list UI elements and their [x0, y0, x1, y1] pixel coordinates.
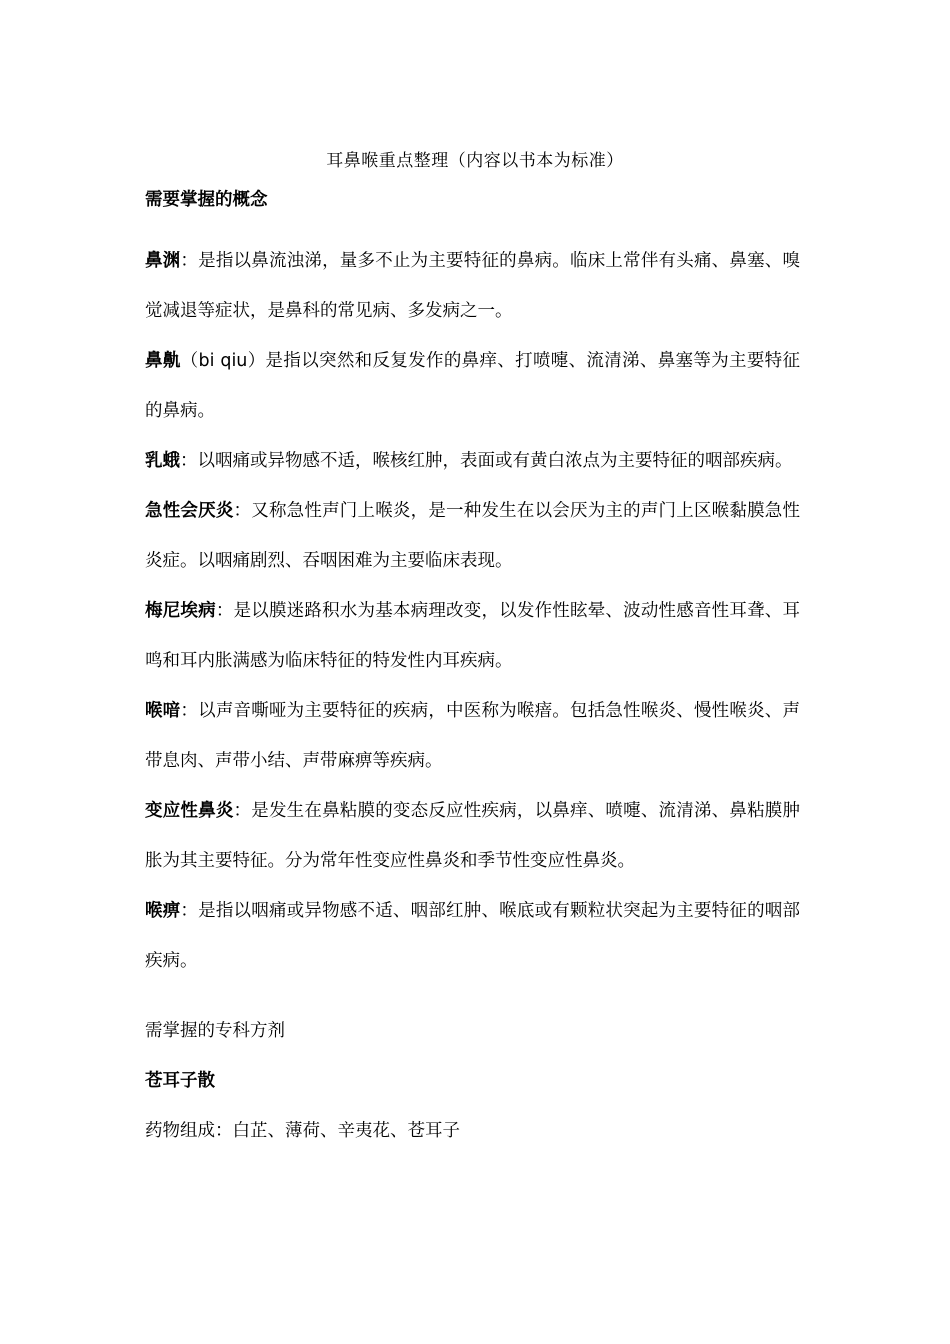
concept-separator: ：	[180, 701, 199, 721]
concept-separator: ：	[215, 601, 234, 621]
concept-item	[145, 886, 800, 986]
concept-separator: ：	[233, 501, 252, 521]
concept-term: 鼻鼽	[145, 351, 181, 371]
composition-label: 药物组成：	[145, 1121, 233, 1141]
document-content	[145, 186, 800, 1145]
concept-definition: 是指以咽痛或异物感不适、咽部红肿、喉底或有颗粒状突起为主要特征的咽部疾病。	[145, 901, 801, 971]
concept-term: 喉痹	[145, 901, 181, 921]
concept-separator: ：	[180, 451, 198, 471]
concept-definition: 又称急性声门上喉炎，是一种发生在以会厌为主的声门上区喉黏膜急性炎症。以咽痛剧烈、吞咽困难为主要临床表现。	[145, 501, 801, 571]
concept-term: 变应性鼻炎	[145, 801, 234, 821]
document-title: 耳鼻喉重点整理（内容以书本为标准）	[326, 151, 624, 171]
formulas-section	[145, 1017, 800, 1145]
concept-term: 急性会厌炎	[145, 501, 234, 521]
concept-definition: 是发生在鼻粘膜的变态反应性疾病，以鼻痒、喷嚏、流清涕、鼻粘膜肿胀为其主要特征。分为常年性变应性鼻炎和季节性变应性鼻炎。	[145, 801, 801, 871]
concept-item	[145, 236, 800, 336]
concept-definition: 是以膜迷路积水为基本病理改变，以发作性眩晕、波动性感音性耳聋、耳鸣和耳内胀满感为临床特征的特发性内耳疾病。	[145, 601, 801, 671]
formula-composition	[145, 1117, 800, 1145]
concept-item	[145, 786, 800, 886]
composition-value: 白芷、薄荷、辛夷花、苍耳子	[232, 1121, 460, 1141]
concept-item	[145, 586, 800, 686]
concept-separator: ：	[180, 251, 199, 271]
formula-name: 苍耳子散	[145, 1071, 215, 1091]
concept-definition: （bi qiu）是指以突然和反复发作的鼻痒、打喷嚏、流清涕、鼻塞等为主要特征的鼻病。	[145, 351, 801, 421]
concept-item	[145, 486, 800, 586]
concept-item	[145, 436, 800, 486]
concept-term: 喉喑	[145, 701, 181, 721]
concept-definition: 以咽痛或异物感不适，喉核红肿，表面或有黄白浓点为主要特征的咽部疾病。	[197, 451, 793, 471]
concept-item	[145, 686, 800, 786]
concept-separator: ：	[233, 801, 252, 821]
concept-definition: 以声音嘶哑为主要特征的疾病，中医称为喉瘖。包括急性喉炎、慢性喉炎、声带息肉、声带小结、声带麻痹等疾病。	[145, 701, 801, 771]
concept-term: 乳蛾	[145, 451, 180, 471]
concepts-heading: 需要掌握的概念	[145, 190, 268, 210]
concept-term: 梅尼埃病	[145, 601, 216, 621]
concept-term: 鼻渊	[145, 251, 181, 271]
concept-separator: ：	[180, 901, 199, 921]
concept-item	[145, 336, 800, 436]
formulas-heading: 需掌握的专科方剂	[145, 1021, 285, 1041]
concept-definition: 是指以鼻流浊涕，量多不止为主要特征的鼻病。临床上常伴有头痛、鼻塞、嗅觉减退等症状，是鼻科的常见病、多发病之一。	[145, 251, 801, 321]
